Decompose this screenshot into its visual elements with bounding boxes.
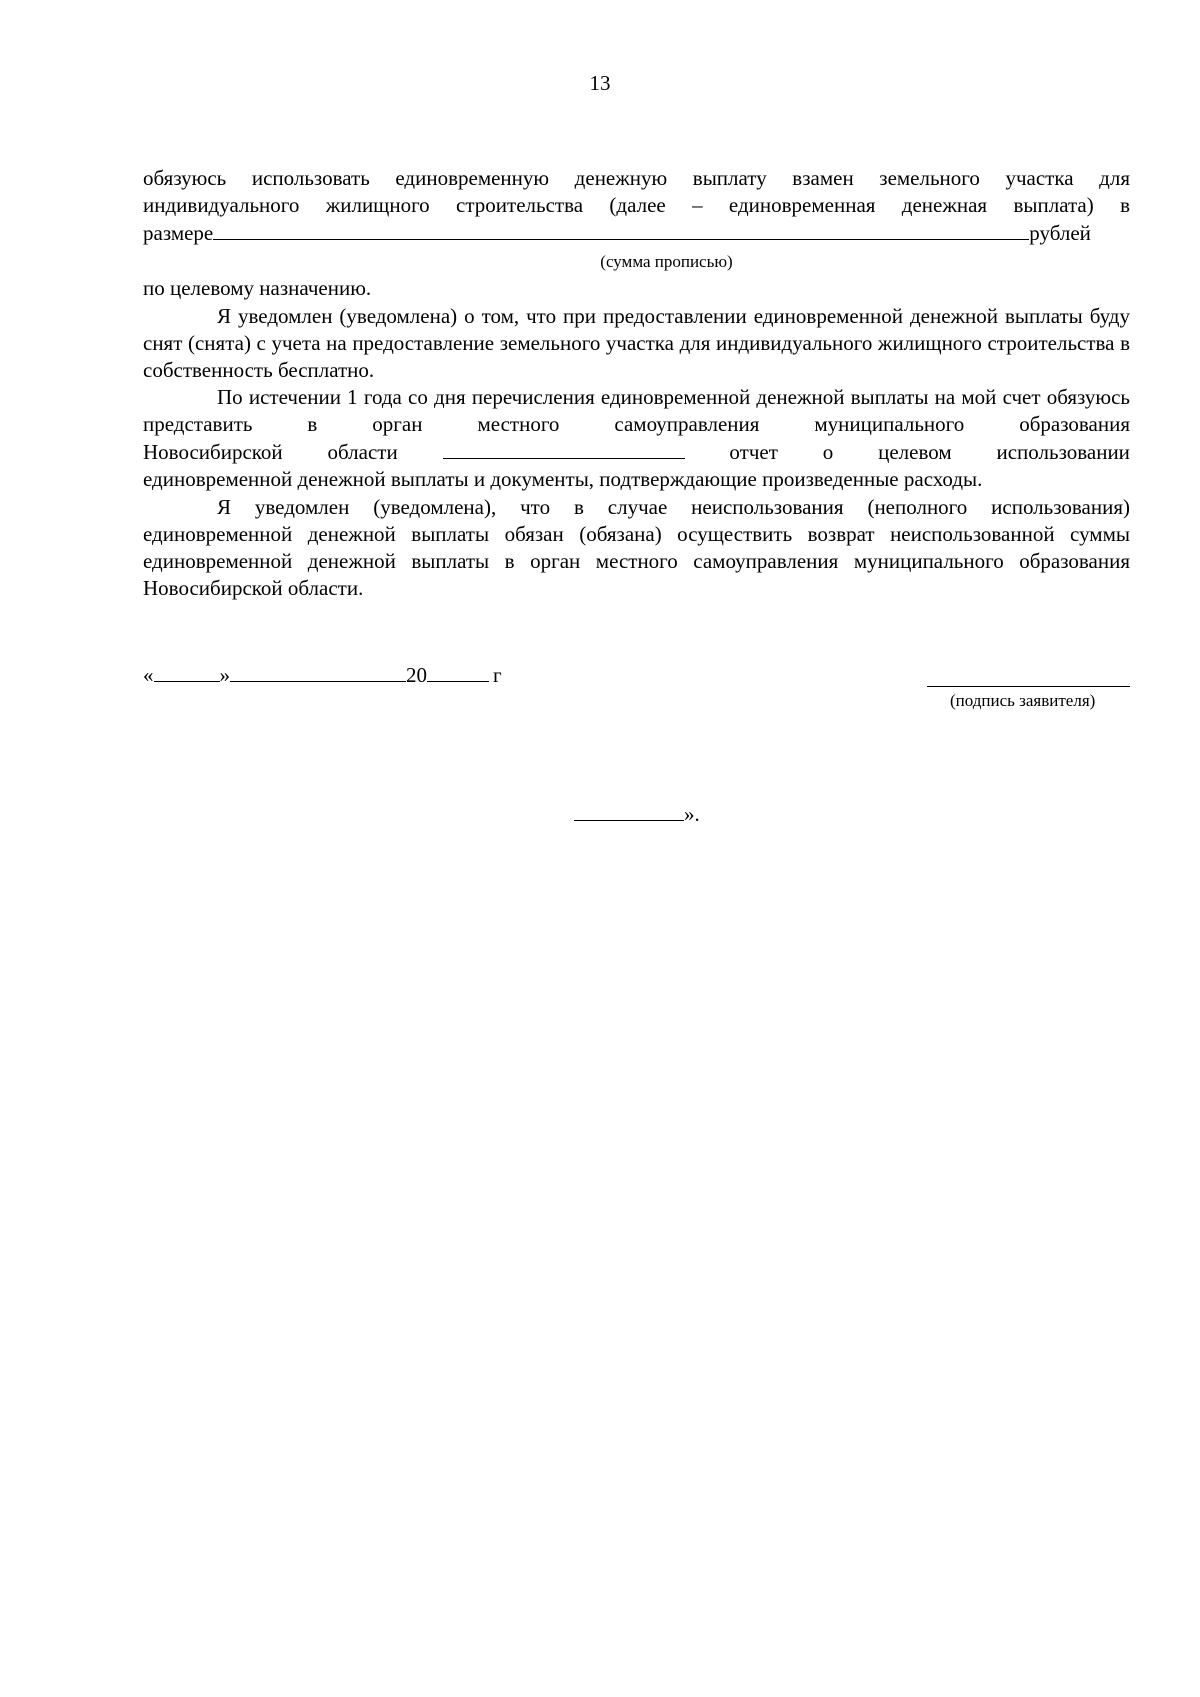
closing-quote: ». (684, 802, 700, 826)
word-oblasti: области (327, 440, 398, 464)
amount-line (143, 219, 1130, 247)
signature-blank (927, 686, 1130, 687)
paragraph-4: Я уведомлен (уведомлена), что в случае неиспользования (неполного использования) единовременной денежной выплаты обязан (обязана) осуществить возврат неиспользованной суммы единовременной денежной выплаты в орган местного самоуправления муниципального образования Новосибирской области. (143, 495, 1130, 600)
paragraph-2: Я уведомлен (уведомлена) о том, что при предоставлении единовременной денежной выплаты буду снят (снята) с учета на предоставление земельного участка для индивидуального жилищного строительства в собственность бесплатно. (143, 304, 1130, 382)
closing-line (574, 800, 700, 828)
paragraph-1-line-4: по целевому назначению. (143, 276, 372, 300)
paragraph-3-text: По истечении 1 года со дня перечисления единовременной денежной выплаты на мой счет обязуюсь представить в орган местного самоуправления муниципального образования (143, 385, 1130, 436)
year-suffix: г (493, 663, 502, 687)
word-otchet: отчет (729, 440, 778, 464)
paragraph-3-last-line: единовременной денежной выплаты и документы, подтверждающие произведенные расходы. (143, 467, 983, 491)
word-ispolzovanii: использовании (996, 440, 1130, 464)
paragraph-1 (143, 165, 1130, 247)
year-blank (427, 661, 489, 682)
word-o: о (822, 440, 834, 464)
page-number: 13 (589, 71, 611, 95)
paragraph-3 (143, 384, 1130, 493)
date-open-quote: « (143, 663, 154, 687)
date-line (143, 661, 502, 689)
signature-caption: (подпись заявителя) (950, 691, 1096, 710)
paragraph-1-line-1: обязуюсь использовать единовременную денежную выплату взамен земельного участка для (143, 166, 1130, 190)
month-blank (230, 661, 406, 682)
word-tselevom: целевом (878, 440, 952, 464)
day-blank (154, 661, 220, 682)
paragraph-3-line-3 (143, 438, 1130, 466)
year-prefix: 20 (406, 663, 427, 687)
size-label: размере (143, 221, 214, 245)
paragraph-1-line-2: индивидуального жилищного строительства (далее – единовременная денежная выплата) в (143, 193, 1130, 217)
word-novosibirskoy: Новосибирской (143, 440, 283, 464)
amount-caption: (сумма прописью) (600, 252, 733, 271)
closing-blank (574, 800, 684, 821)
amount-blank (213, 219, 1029, 240)
date-close-quote: » (219, 663, 230, 687)
municipality-blank (443, 438, 685, 459)
rubles-label: рублей (1029, 221, 1091, 245)
